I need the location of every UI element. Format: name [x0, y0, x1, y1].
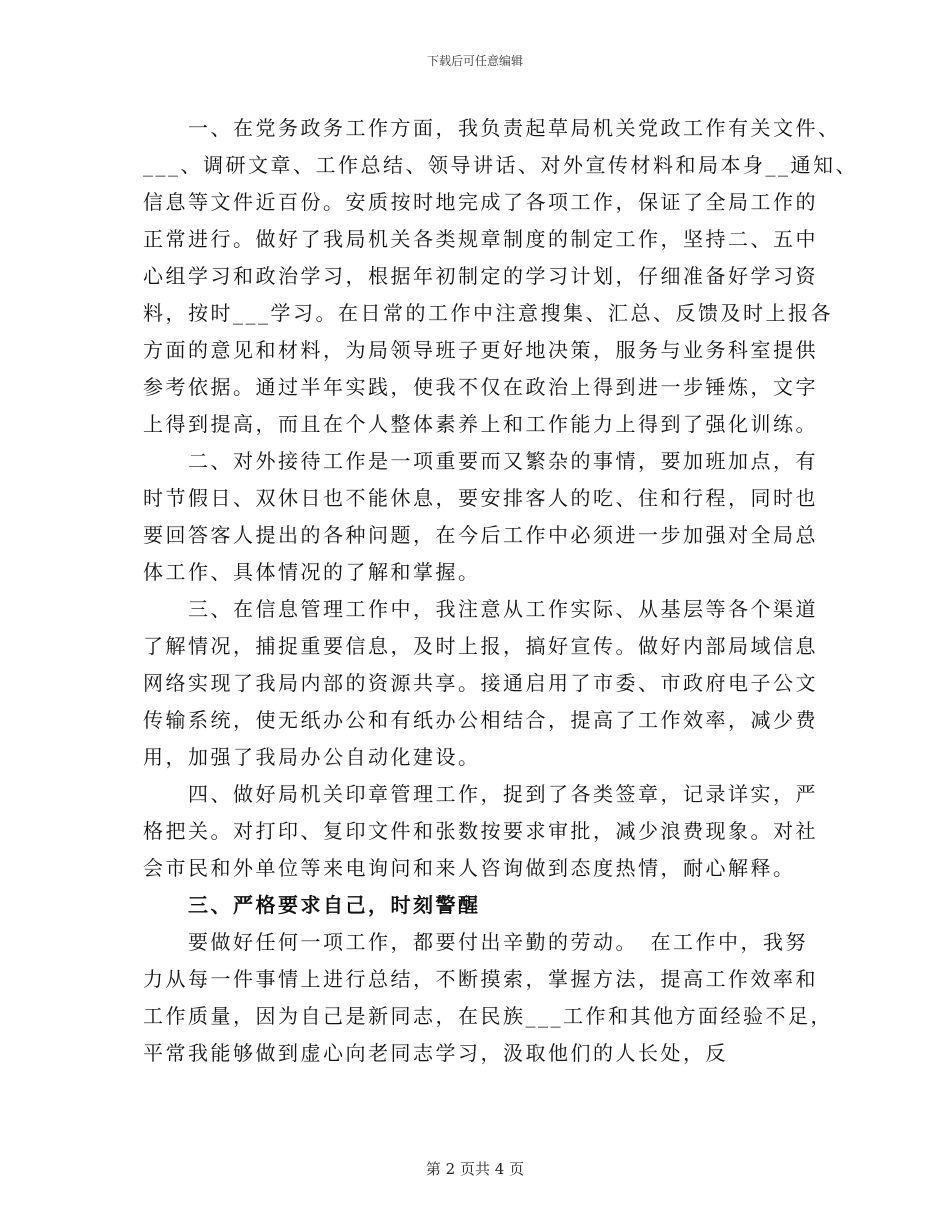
- document-body: [143, 110, 858, 1072]
- text-line: 二、对外接待工作是一项重要而又繁杂的事情，要加班加点，有: [188, 449, 818, 473]
- text-line: 传输系统，使无纸办公和有纸办公相结合，提高了工作效率，减少费: [143, 708, 818, 732]
- text-line: 要做好任何一项工作，都要付出辛勤的劳动。 在工作中，我努: [188, 930, 808, 954]
- paragraph-self-discipline: [143, 924, 833, 1072]
- paragraph-reception: [143, 443, 818, 591]
- paragraph-seal-management: [143, 776, 818, 887]
- text-line: 力从每一件事情上进行总结，不断摸索，掌握方法，提高工作效率和: [143, 967, 818, 991]
- text-line: 四、做好局机关印章管理工作，捉到了各类签章，记录详实，严: [188, 782, 818, 806]
- page-number-footer: 第 2 页共 4 页: [425, 1160, 525, 1178]
- text-line: 正常进行。做好了我局机关各类规章制度的制定工作，坚持二、五中: [143, 227, 818, 251]
- text-line: 用，加强了我局办公自动化建设。: [143, 745, 481, 769]
- paragraph-information: [143, 591, 818, 776]
- text-line: 方面的意见和材料，为局领导班子更好地决策，服务与业务科室提供: [143, 338, 818, 362]
- text-line: 信息等文件近百份。安质按时地完成了各项工作，保证了全局工作的: [143, 190, 818, 214]
- text-line: ___、调研文章、工作总结、领导讲话、对外宣传材料和局本身__通知、: [143, 153, 858, 177]
- text-line: 格把关。对打印、复印文件和张数按要求审批，减少浪费现象。对社: [143, 819, 818, 843]
- page-header: 下载后可任意编辑: [426, 54, 523, 68]
- text-line: 了解情况，捕捉重要信息，及时上报，搞好宣传。做好内部局域信息: [143, 634, 818, 658]
- section-heading: 三、严格要求自己，时刻警醒: [188, 893, 481, 917]
- text-line: 时节假日、双休日也不能休息，要安排客人的吃、住和行程，同时也: [143, 486, 818, 510]
- text-line: 料，按时___学习。在日常的工作中注意搜集、汇总、反馈及时上报各: [143, 301, 833, 325]
- text-line: 体工作、具体情况的了解和掌握。: [143, 560, 481, 584]
- text-line: 工作质量，因为自己是新同志，在民族___工作和其他方面经验不足，: [143, 1004, 833, 1028]
- text-line: 上得到提高，而且在个人整体素养上和工作能力上得到了强化训练。: [143, 412, 818, 436]
- text-line: 网络实现了我局内部的资源共享。接通启用了市委、市政府电子公文: [143, 671, 818, 695]
- text-line: 会市民和外单位等来电询问和来人咨询做到态度热情，耐心解释。: [143, 856, 796, 880]
- paragraph-party-affairs: [143, 110, 858, 443]
- text-line: 一、在党务政务工作方面，我负责起草局机关党政工作有关文件、: [188, 116, 841, 140]
- text-line: 心组学习和政治学习，根据年初制定的学习计划，仔细准备好学习资: [143, 264, 818, 288]
- text-line: 参考依据。通过半年实践，使我不仅在政治上得到进一步锤炼，文字: [143, 375, 818, 399]
- text-line: 要回答客人提出的各种问题，在今后工作中必须进一步加强对全局总: [143, 523, 818, 547]
- text-line: 平常我能够做到虚心向老同志学习，汲取他们的人长处，反: [143, 1041, 728, 1065]
- text-line: 三、在信息管理工作中，我注意从工作实际、从基层等各个渠道: [188, 597, 818, 621]
